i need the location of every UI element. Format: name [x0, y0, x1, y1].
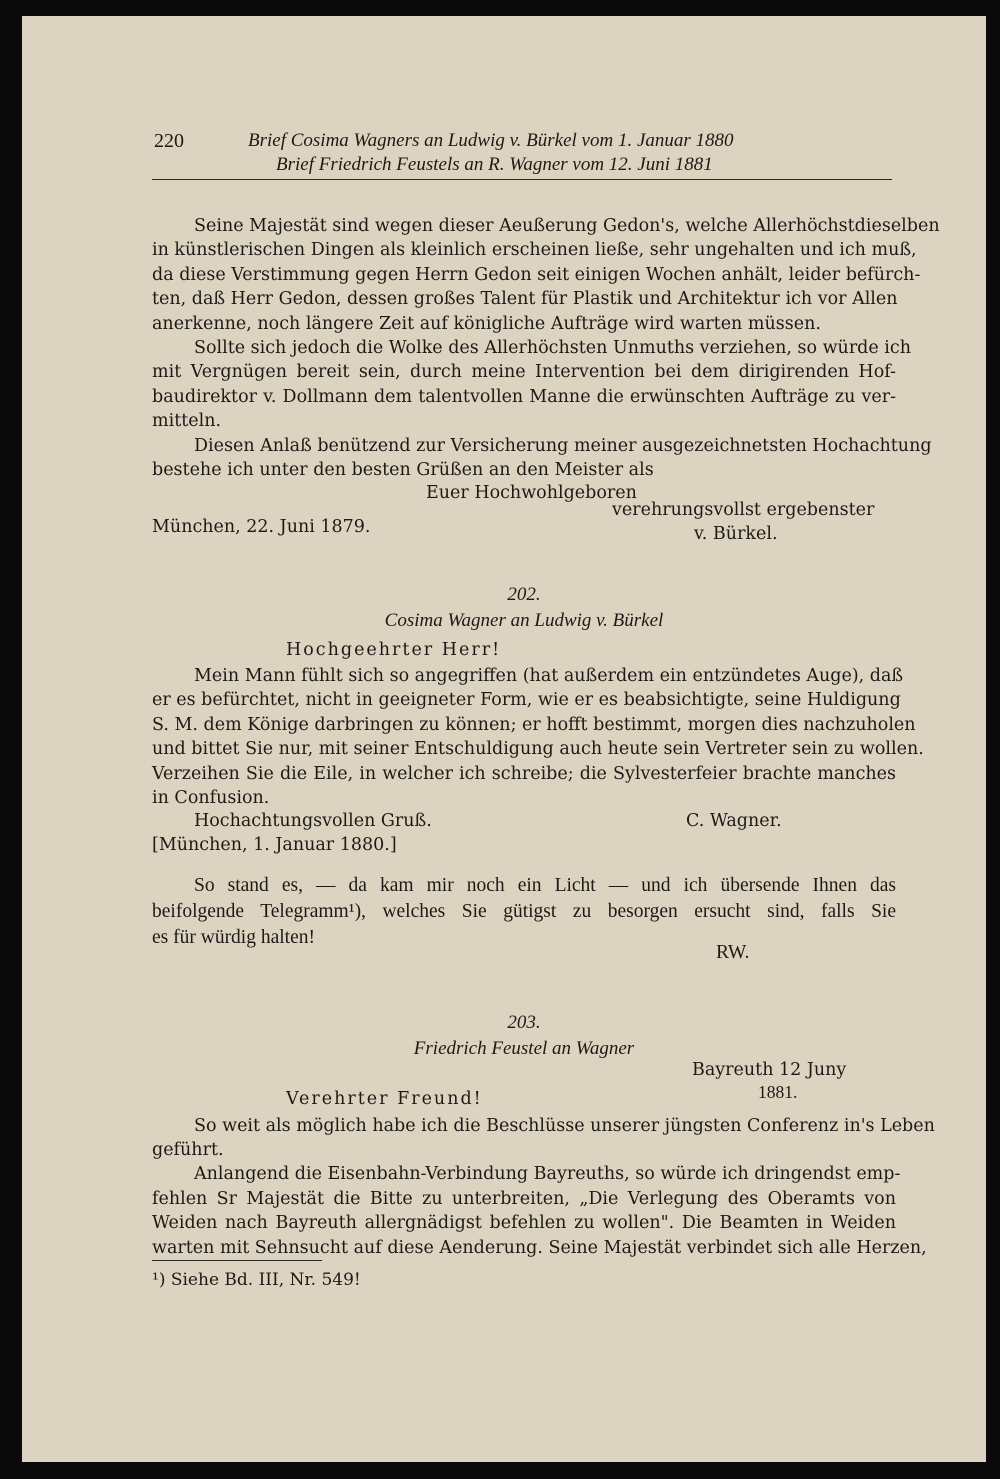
running-header-line-1: Brief Cosima Wagners an Ludwig v. Bürkel vom 1. Januar 1880 — [248, 130, 734, 151]
paragraph-line: in Confusion. — [152, 788, 270, 808]
paragraph-line: anerkenne, noch längere Zeit auf königliche Aufträge wird warten müssen. — [152, 314, 821, 334]
place-date: München, 22. Juni 1879. — [152, 517, 371, 537]
footnote: ¹) Siehe Bd. III, Nr. 549! — [152, 1270, 361, 1290]
paragraph-line: baudirektor v. Dollmann dem talentvollen Manne die erwünschten Aufträge zu ver- — [152, 387, 896, 407]
paragraph-line: fehlen Sr Majestät die Bitte zu unterbreiten, „Die Verlegung des Oberamts von — [152, 1189, 896, 1209]
paragraph-line: Anlangend die Eisenbahn-Verbindung Bayreuths, so würde ich dringendst emp- — [194, 1164, 901, 1184]
letter-year: 1881. — [758, 1082, 798, 1102]
signature: C. Wagner. — [686, 811, 782, 831]
paragraph-line: geführt. — [152, 1140, 224, 1160]
place-date: [München, 1. Januar 1880.] — [152, 835, 397, 855]
note-line: So stand es, — da kam mir noch ein Licht — und ich übersende Ihnen das — [194, 875, 896, 896]
letter-place: Bayreuth 12 Juny — [692, 1060, 847, 1080]
letter-number: 203. — [507, 1012, 541, 1033]
paragraph-line: Verzeihen Sie die Eile, in welcher ich schreibe; die Sylvesterfeier brachte manches — [152, 764, 896, 784]
paragraph-line: er es befürchtet, nicht in geeigneter Form, wie er es beabsichtigte, seine Huldigung — [152, 690, 901, 710]
closing-formula: Hochachtungsvollen Gruß. — [194, 811, 432, 831]
paragraph-line: da diese Verstimmung gegen Herrn Gedon seit einigen Wochen anhält, leider befürch- — [152, 265, 921, 285]
paragraph-line: Weiden nach Bayreuth allergnädigst befehlen zu wollen". Die Beamten in Weiden — [152, 1213, 896, 1233]
paragraph-line: mit Vergnügen bereit sein, durch meine Intervention bei dem dirigirenden Hof- — [152, 362, 896, 382]
paragraph-line: Mein Mann fühlt sich so angegriffen (hat außerdem ein entzündetes Auge), daß — [194, 666, 904, 686]
paragraph-line: bestehe ich unter den besten Grüßen an den Meister als — [152, 460, 654, 480]
book-page — [22, 16, 986, 1462]
page-number: 220 — [154, 130, 184, 152]
paragraph-line: Diesen Anlaß benützend zur Versicherung meiner ausgezeichnetsten Hochachtung — [194, 436, 932, 456]
letter-title: Friedrich Feustel an Wagner — [413, 1038, 635, 1059]
paragraph-line: warten mit Sehnsucht auf diese Aenderung. Seine Majestät verbindet sich alle Herzen, — [152, 1238, 927, 1258]
running-header-line-2: Brief Friedrich Feustels an R. Wagner vom 12. Juni 1881 — [276, 154, 713, 175]
paragraph-line: Sollte sich jedoch die Wolke des Allerhöchsten Unmuths verziehen, so würde ich — [194, 338, 911, 358]
salutation: Hochgeehrter Herr! — [286, 640, 502, 660]
paragraph-line: So weit als möglich habe ich die Beschlüsse unserer jüngsten Conferenz in's Leben — [194, 1116, 935, 1136]
header-rule — [152, 179, 892, 180]
footnote-rule — [152, 1260, 322, 1261]
paragraph-line: mitteln. — [152, 411, 222, 431]
paragraph-line: ten, daß Herr Gedon, dessen großes Talent für Plastik und Architektur ich vor Allen — [152, 289, 898, 309]
signature: v. Bürkel. — [694, 524, 778, 544]
signature: RW. — [716, 942, 750, 963]
note-line: es für würdig halten! — [152, 927, 315, 948]
salutation: Verehrter Freund! — [286, 1089, 483, 1109]
closing-formula-2: verehrungsvollst ergebenster — [612, 500, 875, 520]
paragraph-line: und bittet Sie nur, mit seiner Entschuldigung auch heute sein Vertreter sein zu wollen. — [152, 739, 924, 759]
paragraph-line: in künstlerischen Dingen als kleinlich erscheinen ließe, sehr ungehalten und ich muß, — [152, 240, 917, 260]
letter-title: Cosima Wagner an Ludwig v. Bürkel — [384, 610, 664, 631]
closing-formula: Euer Hochwohlgeboren — [426, 483, 637, 503]
paragraph-line: Seine Majestät sind wegen dieser Aeußerung Gedon's, welche Allerhöchstdieselben — [194, 216, 940, 236]
letter-number: 202. — [507, 584, 541, 605]
paragraph-line: S. M. dem Könige darbringen zu können; er hofft bestimmt, morgen dies nachzuholen — [152, 715, 916, 735]
note-line: beifolgende Telegramm¹), welches Sie gütigst zu besorgen ersucht sind, falls Sie — [152, 901, 896, 922]
